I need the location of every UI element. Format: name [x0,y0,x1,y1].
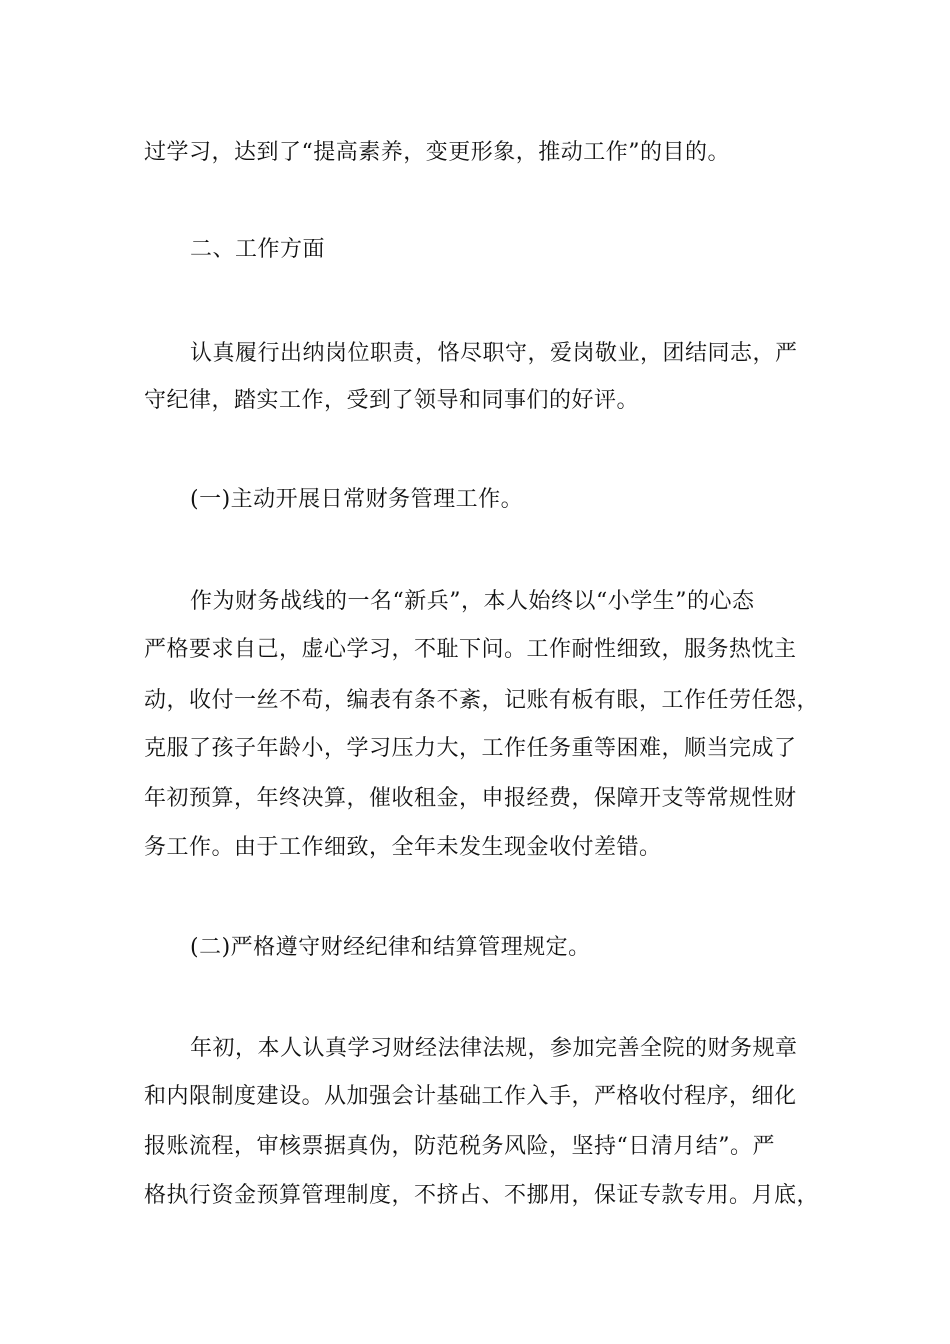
paragraph-line: 年初，本人认真学习财经法律法规，参加完善全院的财务规章 [190,1036,798,1061]
paragraph-line: 认真履行出纳岗位职责，恪尽职守，爱岗敬业，团结同志，严 [190,341,798,366]
paragraph-line: 作为财务战线的一名“新兵”，本人始终以“小学生”的心态 [190,589,755,614]
paragraph-line: 守纪律，踏实工作，受到了领导和同事们的好评。 [144,388,640,413]
paragraph-line: 克服了孩子年龄小，学习压力大，工作任务重等困难，顺当完成了 [144,736,797,761]
subsection-heading: (一)主动开展日常财务管理工作。 [190,487,524,512]
paragraph-line: 严格要求自己，虚心学习，不耻下问。工作耐性细致，服务热忱主 [144,637,797,662]
paragraph-line: 动，收付一丝不苟，编表有条不紊，记账有板有眼，工作任劳任怨， [144,688,820,713]
paragraph-line: 格执行资金预算管理制度，不挤占、不挪用，保证专款专用。月底， [144,1183,820,1208]
paragraph-line: 报账流程，审核票据真伪，防范税务风险，坚持“日清月结”。严 [144,1134,775,1159]
subsection-heading: (二)严格遵守财经纪律和结算管理规定。 [190,935,591,960]
paragraph-line: 务工作。由于工作细致，全年未发生现金收付差错。 [144,835,662,860]
paragraph-line: 过学习，达到了“提高素养，变更形象，推动工作”的目的。 [144,140,730,165]
section-heading: 二、工作方面 [190,237,326,262]
paragraph-line: 年初预算，年终决算，催收租金，申报经费，保障开支等常规性财 [144,786,797,811]
paragraph-line: 和内限制度建设。从加强会计基础工作入手，严格收付程序，细化 [144,1084,797,1109]
